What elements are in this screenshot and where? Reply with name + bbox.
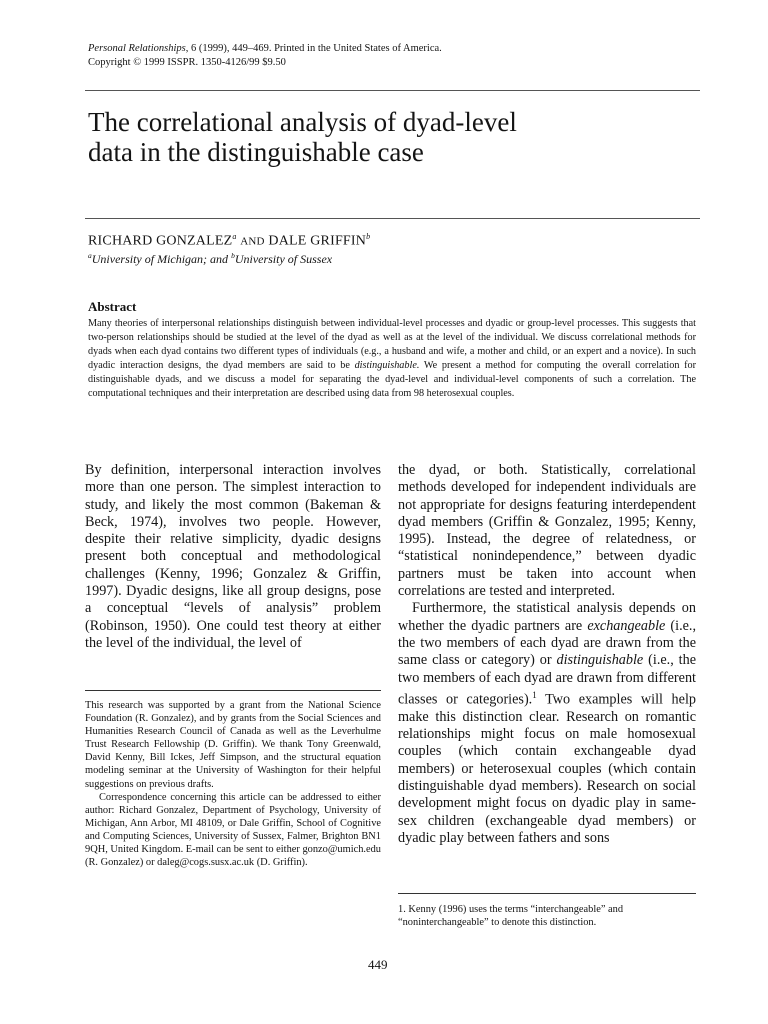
- author-note: [85, 699, 381, 869]
- author-1: RICHARD GONZALEZ: [88, 233, 233, 249]
- para3-part-b: (i.e., the two members of each dyad are drawn from the same class or category) or: [398, 617, 697, 669]
- body-paragraph-3: [398, 600, 696, 847]
- funding-note: This research was supported by a grant from the National Science Foundation (R. Gonzalez), and by grants from the Social Sciences and Humanities Research Council of Canada as well as the Leverhulme Trust Research Fellowship (D. Griffin). We thank Tony Greenwald, David Kenny, Bill Ickes, Jeff Simpson, and the structural equation modeling seminar at the University of Washington for their helpful suggestions on previous drafts.: [85, 700, 381, 790]
- title-line-1: The correlational analysis of dyad-level: [88, 107, 517, 137]
- journal-volume-pages: , 6 (1999), 449–469. Printed in the United States of America.: [185, 43, 442, 54]
- affiliations: [88, 248, 332, 267]
- correspondence-note: Correspondence concerning this article can be addressed to either author: Richard Gonzalez, Department of Psychology, University of Michigan, Ann Arbor, MI 48109, or Dale Griffin, School of Cognitive and Computing Sciences, University of Sussex, Falmer, Brighton BN1 9QH, United Kingdom. E-mail can be sent to either gonzo@umich.edu (R. Gonzalez) or daleg@cogs.susx.ac.uk (D. Griffin).: [85, 791, 381, 869]
- para3-part-a: Furthermore, the statistical analysis depends on whether the dyadic partners are: [398, 600, 696, 634]
- author-2: DALE GRIFFIN: [268, 233, 367, 249]
- term-exchangeable: exchangeable: [587, 617, 666, 634]
- affiliation-a: University of Michigan; and: [91, 252, 232, 266]
- para3-part-c: (i.e., the two members of each dyad are drawn from different classes or categories).: [398, 652, 697, 708]
- right-column: [398, 462, 696, 847]
- affil-mark-a: a: [88, 251, 92, 260]
- page-number: 449: [368, 957, 388, 972]
- article-title: [88, 107, 688, 167]
- author-1-affil-mark: a: [232, 232, 237, 241]
- footnote-rule-right: [398, 893, 696, 894]
- affil-mark-b: b: [231, 251, 235, 260]
- header-rule: [85, 90, 700, 91]
- body-paragraph-1: By definition, interpersonal interaction involves more than one person. The simplest interaction to study, and likely the most common (Bakeman & Beck, 1974), involves two people. However, despite their relative simplicity, dyadic designs present both conceptual and methodological challenges (Kenny, 1996; Gonzalez & Griffin, 1997). Dyadic designs, like all group designs, pose a conceptual “levels of analysis” problem (Robinson, 1950). One could test theory at either the level of the individual, the level of: [85, 462, 381, 651]
- term-distinguishable: distinguishable: [556, 652, 644, 669]
- footnote-1: 1. Kenny (1996) uses the terms “interchangeable” and “noninterchangeable” to denote this distinction.: [398, 904, 624, 929]
- title-line-2: data in the distinguishable case: [88, 137, 424, 167]
- affiliation-b: University of Sussex: [234, 252, 333, 266]
- left-column: [85, 462, 381, 652]
- abstract-text-part-1: Many theories of interpersonal relationships distinguish between individual-level processes and dyadic or group-level processes. This suggests that two-person relationships should be studied at the level of the dyad as well as at the level of the individual. We discuss correlational methods for dyads when each dyad contains two different types of individuals (e.g., a husband and wife, a mother and child, or an expert and a novice). In such dyadic interaction designs, the dyad members are said to be: [88, 318, 696, 371]
- title-rule: [85, 218, 700, 219]
- author-conjunction: AND: [240, 235, 265, 248]
- author-line: [88, 232, 370, 250]
- body-paragraph-2: the dyad, or both. Statistically, correlational methods developed for independent individuals are not appropriate for designs featuring interdependent dyad members (Griffin & Gonzalez, 1995; Kenny, 1995). Instead, the degree of relatedness, or “statistical nonindependence,” between dyadic partners must be taken into account when correlations are tested and interpreted.: [398, 462, 696, 600]
- copyright-line: Copyright © 1999 ISSPR. 1350-4126/99 $9.50: [88, 57, 286, 68]
- footnote-ref-1[interactable]: 1: [532, 689, 537, 700]
- journal-citation: [88, 42, 648, 70]
- abstract-text: [88, 317, 696, 401]
- footnote-rule: [85, 690, 381, 691]
- para3-part-d: Two examples will help make this distinction clear. Research on romantic relationships might focus on male homosexual couples (which contain exchangeable dyad members) or heterosexual couples (which contain distinguishable dyad members). Research on social development might focus on dyadic play in same-sex children (exchangeable dyad members) or dyadic play between fathers and sons: [398, 691, 696, 846]
- abstract-text-part-2: We present a method for computing the overall correlation for distinguishable dyads, and we discuss a model for separating the dyad-level and individual-level components of such a correlation. The computational techniques and their interpretation are described using data from 98 heterosexual couples.: [88, 360, 696, 399]
- author-2-affil-mark: b: [366, 232, 371, 241]
- journal-name: Personal Relationships: [88, 43, 186, 54]
- abstract-italic-term: distinguishable.: [354, 360, 420, 371]
- abstract-heading: Abstract: [88, 299, 137, 314]
